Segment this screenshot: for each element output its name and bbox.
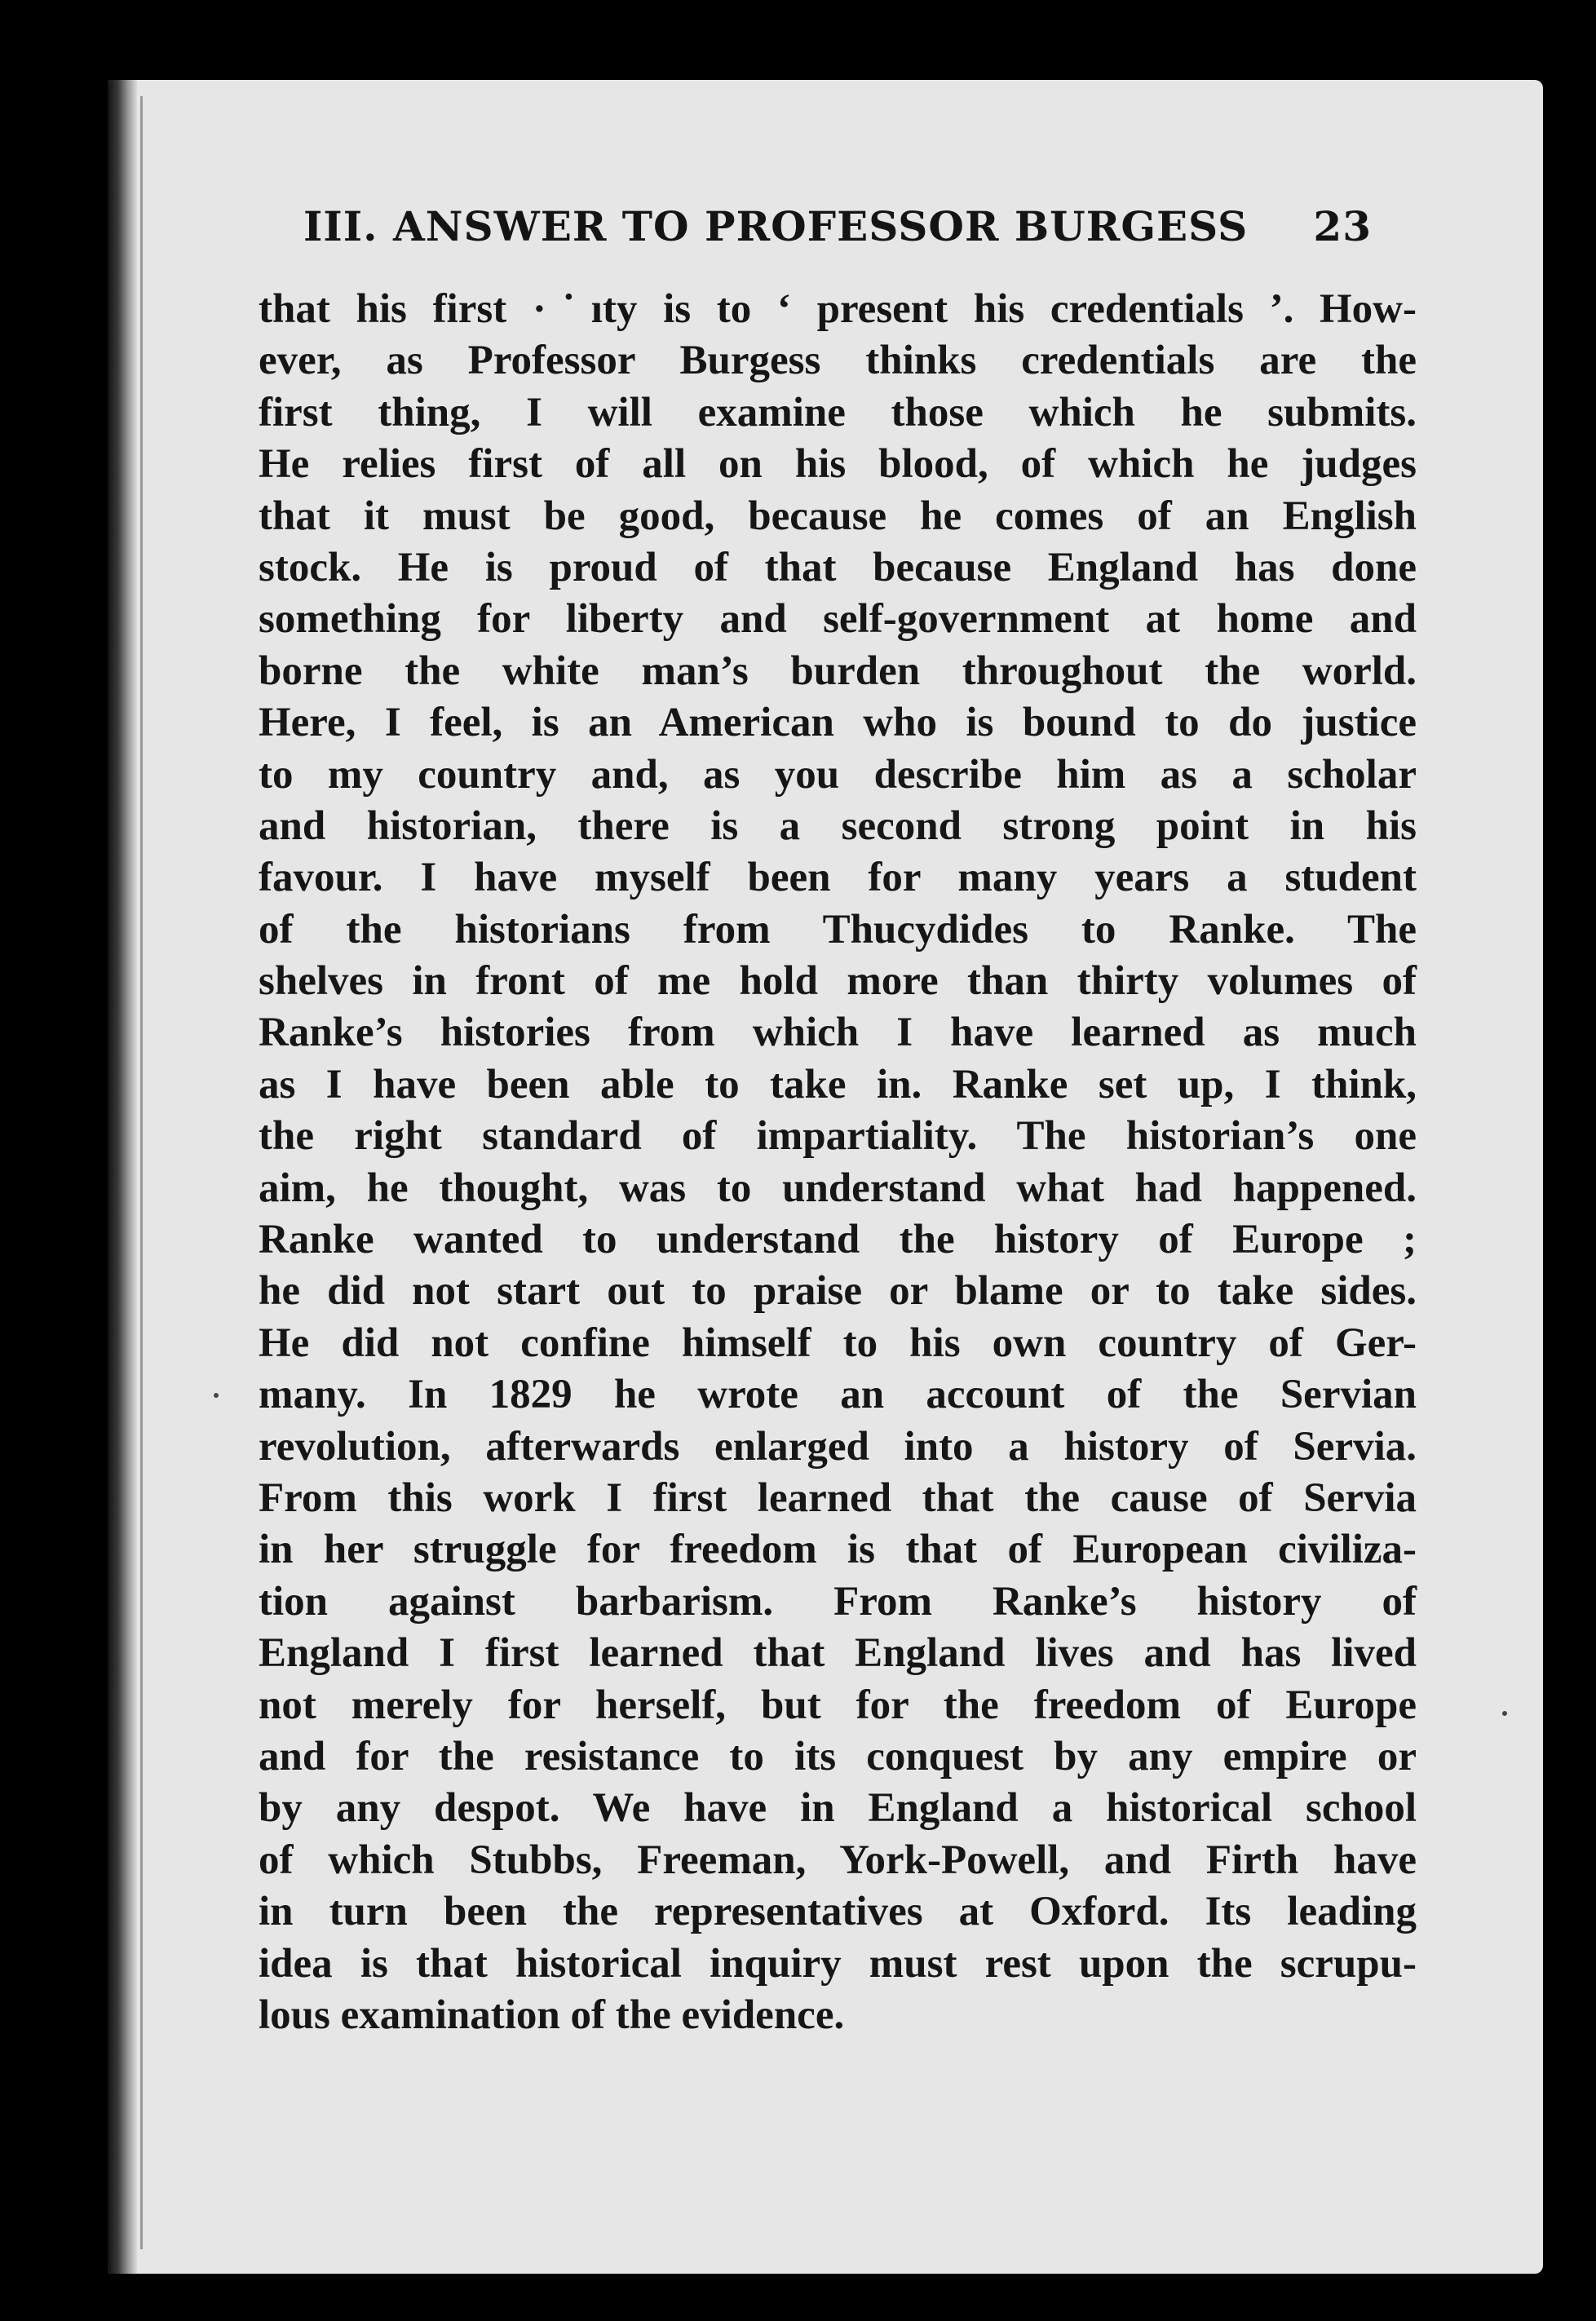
scan-speck (1502, 1711, 1507, 1716)
text-line: many. In 1829 he wrote an account of the Servian (259, 1372, 1417, 1418)
text-line: England I first learned that England lives and has lived (259, 1630, 1417, 1677)
page-header (303, 202, 1372, 250)
text-line: that his first ·˙ıty is to ‘ present his credentials ’. How- (259, 286, 1417, 332)
text-line: He did not confine himself to his own country of Ger- (259, 1320, 1417, 1366)
text-line: and historian, there is a second strong point in his (259, 802, 1417, 849)
text-line: something for liberty and self-government at home and (259, 596, 1417, 643)
text-line: revolution, afterwards enlarged into a history of Servia. (259, 1423, 1417, 1470)
text-line: in her struggle for freedom is that of European civiliza- (259, 1527, 1417, 1573)
text-line: idea is that historical inquiry must rest upon the scrupu- (259, 1940, 1417, 1987)
text-line: the right standard of impartiality. The historian’s one (259, 1113, 1417, 1160)
text-line: to my country and, as you describe him as a scholar (259, 751, 1417, 798)
page-binding-edge (108, 80, 137, 2274)
text-line: of which Stubbs, Freeman, York-Powell, and Firth have (259, 1837, 1417, 1883)
body-text (259, 284, 1417, 2041)
page-binding-line (140, 96, 143, 2249)
text-line: borne the white man’s burden throughout the world. (259, 648, 1417, 694)
text-line: of the historians from Thucydides to Ranke. The (259, 906, 1417, 953)
text-line: that it must be good, because he comes of an English (259, 493, 1417, 539)
text-line: first thing, I will examine those which he submits. (259, 389, 1417, 435)
text-line: lous examination of the evidence. (259, 1992, 845, 2038)
text-line: in turn been the representatives at Oxford. Its leading (259, 1889, 1417, 1935)
text-line: and for the resistance to its conquest by any empire or (259, 1733, 1417, 1779)
book-page (108, 80, 1543, 2274)
text-line: stock. He is proud of that because England has done (259, 544, 1417, 590)
text-line: tion against barbarism. From Ranke’s history of (259, 1578, 1417, 1625)
text-line: shelves in front of me hold more than thirty volumes of (259, 958, 1417, 1005)
text-line: Here, I feel, is an American who is bound to do justice (259, 700, 1417, 746)
text-line: Ranke’s histories from which I have learned as much (259, 1010, 1417, 1056)
running-head: III. ANSWER TO PROFESSOR BURGESS (303, 202, 1249, 250)
text-line: not merely for herself, but for the freedom of Europe (259, 1682, 1417, 1728)
page-number: 23 (1313, 202, 1372, 250)
text-line: ever, as Professor Burgess thinks credentials are the (259, 338, 1417, 384)
text-line: as I have been able to take in. Ranke set up, I think, (259, 1061, 1417, 1107)
scan-speck (214, 1393, 219, 1398)
text-line: aim, he thought, was to understand what had happened. (259, 1165, 1417, 1211)
text-line: He relies first of all on his blood, of which he judges (259, 441, 1417, 488)
text-line: Ranke wanted to understand the history of Europe ; (259, 1217, 1417, 1263)
text-line: favour. I have myself been for many years a student (259, 855, 1417, 901)
text-line: he did not start out to praise or blame or to take sides. (259, 1268, 1417, 1315)
text-line: From this work I first learned that the cause of Servia (259, 1474, 1417, 1521)
text-line: by any despot. We have in England a historical school (259, 1785, 1417, 1832)
